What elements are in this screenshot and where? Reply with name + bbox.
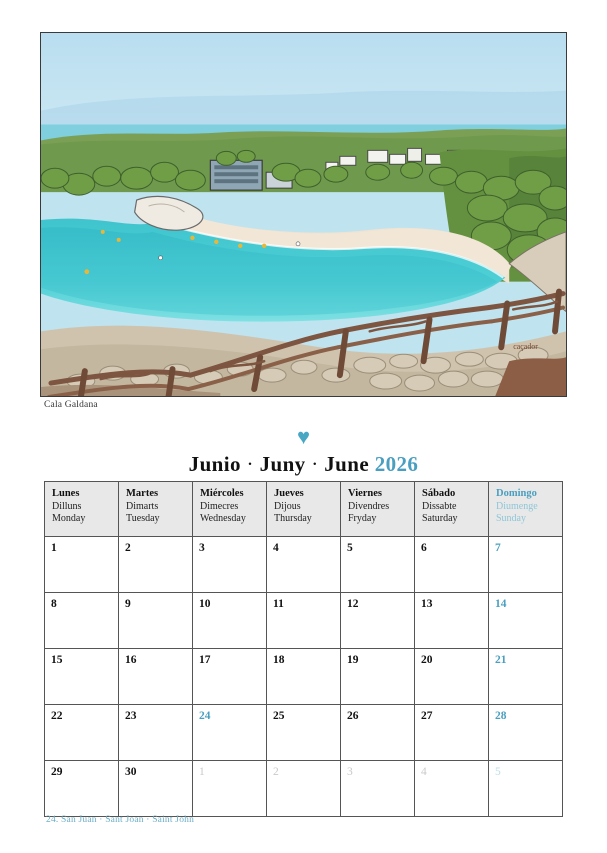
day-number: 9 (125, 598, 131, 610)
day-cell[interactable] (267, 761, 341, 817)
day-cell[interactable] (193, 761, 267, 817)
weekday-es: Martes (126, 488, 159, 499)
illustration-block (40, 32, 567, 410)
day-cell[interactable] (415, 761, 489, 817)
day-cell[interactable] (341, 761, 415, 817)
day-number: 16 (125, 654, 137, 666)
month-name-es: Junio (188, 452, 241, 476)
day-cell[interactable] (267, 705, 341, 761)
day-cell[interactable] (193, 649, 267, 705)
day-cell[interactable] (193, 537, 267, 593)
day-number: 26 (347, 710, 359, 722)
day-number: 19 (347, 654, 359, 666)
weekday-es: Viernes (348, 488, 383, 499)
day-number: 2 (125, 542, 131, 554)
day-cell[interactable] (45, 649, 119, 705)
weekday-header-tuesday (119, 482, 193, 537)
calendar-week-row (45, 761, 563, 817)
day-number-holiday: 24 (199, 710, 211, 722)
day-number: 4 (273, 542, 279, 554)
month-name-en: June (324, 452, 370, 476)
calendar-week-row (45, 705, 563, 761)
calendar-week-row (45, 593, 563, 649)
weekday-header-monday (45, 482, 119, 537)
day-cell[interactable] (415, 537, 489, 593)
day-cell[interactable] (341, 705, 415, 761)
weekday-en: Sunday (496, 513, 526, 525)
day-number: 17 (199, 654, 211, 666)
day-number: 8 (51, 598, 57, 610)
weekday-en: Tuesday (126, 513, 160, 525)
weekday-es: Lunes (52, 488, 80, 499)
day-number: 28 (495, 710, 507, 722)
weekday-header-thursday (267, 482, 341, 537)
day-number-next-month: 2 (273, 766, 279, 778)
day-number: 3 (199, 542, 205, 554)
day-cell[interactable] (489, 593, 563, 649)
day-number: 10 (199, 598, 211, 610)
day-cell[interactable] (267, 649, 341, 705)
calendar-grid (44, 481, 563, 817)
day-number-next-month: 1 (199, 766, 205, 778)
day-number: 21 (495, 654, 507, 666)
weekday-en: Wednesday (200, 513, 246, 525)
day-number: 15 (51, 654, 63, 666)
day-cell[interactable] (119, 537, 193, 593)
cala-galdana-illustration (40, 32, 567, 397)
heart-icon: ♥ (296, 424, 311, 449)
day-number: 25 (273, 710, 285, 722)
day-cell[interactable] (489, 649, 563, 705)
page-title (0, 452, 607, 477)
day-number: 14 (495, 598, 507, 610)
title-separator-1: · (246, 452, 254, 476)
day-cell[interactable] (45, 705, 119, 761)
weekday-ca: Dissabte (422, 500, 457, 512)
title-separator-2: · (311, 452, 319, 476)
day-number: 23 (125, 710, 137, 722)
day-number: 22 (51, 710, 63, 722)
day-cell[interactable] (341, 537, 415, 593)
day-cell[interactable] (267, 537, 341, 593)
illustration-artwork (41, 33, 566, 396)
weekday-ca: Dijous (274, 500, 301, 512)
day-cell[interactable] (45, 537, 119, 593)
day-cell[interactable] (119, 761, 193, 817)
weekday-en: Thursday (274, 513, 312, 525)
day-cell[interactable] (415, 705, 489, 761)
holiday-footnote: 24. San Juan · Sant Joan · Saint John (46, 815, 195, 825)
weekday-en: Monday (52, 513, 86, 525)
weekday-ca: Dilluns (52, 500, 82, 512)
weekday-es: Jueves (274, 488, 304, 499)
day-number-next-month: 4 (421, 766, 427, 778)
day-cell[interactable] (415, 649, 489, 705)
day-cell[interactable] (119, 705, 193, 761)
weekday-ca: Divendres (348, 500, 390, 512)
weekday-en: Fryday (348, 513, 377, 525)
day-number: 7 (495, 542, 501, 554)
day-number: 27 (421, 710, 433, 722)
day-cell[interactable] (267, 593, 341, 649)
day-cell[interactable] (45, 593, 119, 649)
day-cell[interactable] (193, 705, 267, 761)
weekday-ca: Diumenge (496, 500, 538, 512)
calendar-week-row (45, 649, 563, 705)
artist-signature: caçador (513, 342, 538, 352)
day-number: 5 (347, 542, 353, 554)
day-number: 29 (51, 766, 63, 778)
day-number: 6 (421, 542, 427, 554)
day-number-next-month: 3 (347, 766, 353, 778)
day-number: 1 (51, 542, 57, 554)
day-number: 12 (347, 598, 359, 610)
day-cell[interactable] (489, 705, 563, 761)
weekday-es: Sábado (422, 488, 456, 499)
day-cell[interactable] (341, 593, 415, 649)
day-number: 11 (273, 598, 284, 610)
day-number: 18 (273, 654, 285, 666)
weekday-header-saturday (415, 482, 489, 537)
day-cell[interactable] (193, 593, 267, 649)
weekday-header-wednesday (193, 482, 267, 537)
weekday-en: Saturday (422, 513, 458, 525)
day-number: 20 (421, 654, 433, 666)
day-cell[interactable] (415, 593, 489, 649)
day-number: 13 (421, 598, 433, 610)
day-cell[interactable] (489, 537, 563, 593)
day-cell[interactable] (45, 761, 119, 817)
calendar-week-row (45, 537, 563, 593)
month-name-ca: Juny (259, 452, 306, 476)
weekday-header-friday (341, 482, 415, 537)
day-cell[interactable] (119, 593, 193, 649)
weekday-es: Domingo (496, 488, 537, 499)
day-cell[interactable] (489, 761, 563, 817)
year-label: 2026 (374, 452, 419, 476)
weekday-header-sunday (489, 482, 563, 537)
weekday-ca: Dimarts (126, 500, 159, 512)
day-number: 30 (125, 766, 137, 778)
calendar-header-row (45, 482, 563, 537)
illustration-caption: Cala Galdana (44, 400, 98, 410)
weekday-ca: Dimecres (200, 500, 239, 512)
day-cell[interactable] (119, 649, 193, 705)
day-number-next-month: 5 (495, 766, 501, 778)
day-cell[interactable] (341, 649, 415, 705)
heart-divider (0, 426, 607, 449)
weekday-es: Miércoles (200, 488, 244, 499)
